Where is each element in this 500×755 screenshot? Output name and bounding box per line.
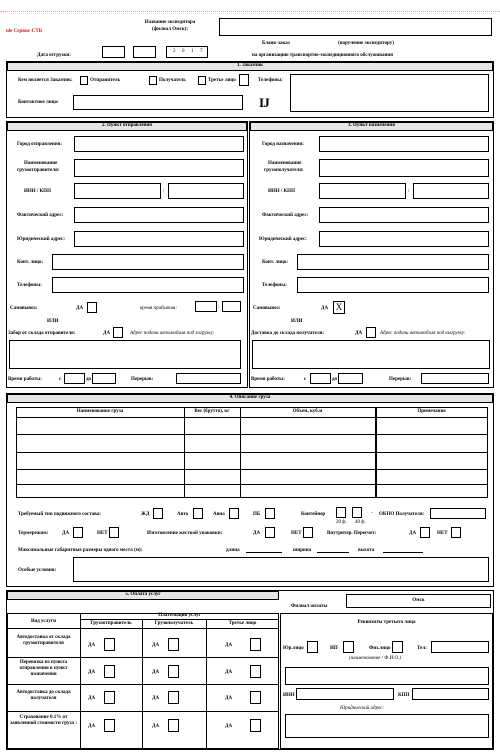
dest-work-label: Время работы: xyxy=(251,377,285,382)
date-label: Дата отгрузки: xyxy=(37,53,71,58)
packing-da-label: ДА xyxy=(253,531,261,536)
service-row-1: Автодоставка от склада грузоотправителя xyxy=(16,635,71,646)
third-ip-label: ИП xyxy=(330,646,338,651)
dest-name-input[interactable] xyxy=(319,159,489,177)
date-month-input[interactable] xyxy=(133,46,156,58)
origin-fact-input[interactable] xyxy=(74,207,244,223)
origin-pickup-checkbox[interactable] xyxy=(113,327,123,338)
max-dims-label: Максимальные габаритные размеры одного места (м): xyxy=(18,548,143,553)
length-input[interactable] xyxy=(246,552,282,553)
pay-r4-third-checkbox[interactable] xyxy=(250,719,261,732)
col-recipient-header: Грузополучатель xyxy=(154,621,194,626)
pay-r3-recipient-da: ДА xyxy=(152,696,160,701)
third-phys-label: Физ.лицо xyxy=(369,646,391,651)
service-row-3: Автодоставка до склада получателя xyxy=(16,690,71,701)
pay-hline-2 xyxy=(7,684,279,685)
origin-arrival-hours[interactable] xyxy=(195,301,220,312)
dest-selfdel-label: Самовывоз: xyxy=(253,306,281,311)
pay-r3-sender-checkbox[interactable] xyxy=(104,691,115,704)
dest-work-from-input[interactable] xyxy=(310,373,331,384)
third-tel-input[interactable] xyxy=(431,641,489,653)
pay-r3-recipient-checkbox[interactable] xyxy=(168,691,179,704)
exp-branch-label: (филиал Омск): xyxy=(151,27,188,32)
dest-contact-label: Конт. лицо: xyxy=(262,260,289,265)
third-jur-addr-input[interactable] xyxy=(285,714,489,738)
cargo-hline-3 xyxy=(16,452,488,453)
origin-addr-note: Адрес подачи автомобиля под загрузку: xyxy=(130,331,215,336)
dest-legal-label: Юридический адрес: xyxy=(259,237,307,242)
special-label: Особые условия: xyxy=(18,568,57,573)
dest-contact-input[interactable] xyxy=(297,254,489,270)
pay-r3-sender-da: ДА xyxy=(88,696,96,701)
recipient-checkbox[interactable] xyxy=(149,76,157,85)
vehicle-avia-label: Авиа xyxy=(213,512,225,517)
origin-work-label: Время работы: xyxy=(8,377,42,382)
pay-r2-recipient-da: ДА xyxy=(152,670,160,675)
top-dotted-rule xyxy=(0,11,500,12)
pay-r2-recipient-checkbox[interactable] xyxy=(168,665,179,678)
pay-hline-payer xyxy=(80,619,279,620)
third-name-input[interactable] xyxy=(285,667,489,685)
origin-work-to-input[interactable] xyxy=(92,373,116,384)
pay-vline-0 xyxy=(80,613,81,749)
container-40-checkbox[interactable] xyxy=(352,507,362,518)
dest-legal-input[interactable] xyxy=(319,231,489,247)
cargo-hline-4 xyxy=(16,469,488,470)
dest-delivery-label: Доставка до склада получателя: xyxy=(251,331,325,336)
dest-fact-label: Фактический адрес: xyxy=(262,213,309,218)
service-row-4: Страхование 0.1% от заявленной стоимости груза : xyxy=(10,715,77,726)
pay-r4-sender-checkbox[interactable] xyxy=(104,719,115,732)
packing-no-label: НЕТ xyxy=(291,531,302,536)
third-req-title: Реквизиты третьего лица xyxy=(357,620,416,625)
width-label: ширина xyxy=(293,548,312,553)
section-payment-title: 5. Оплата услуг xyxy=(7,591,279,600)
transship-no-checkbox[interactable] xyxy=(451,527,461,538)
origin-or-label: ИЛИ xyxy=(47,319,59,324)
origin-inn-label: ИНН / КПП xyxy=(24,189,51,194)
origin-legal-label: Юридический адрес: xyxy=(17,237,65,242)
thermo-da-checkbox[interactable] xyxy=(73,527,83,538)
third-inn-label: ИНН xyxy=(283,693,295,698)
pay-r1-third-da: ДА xyxy=(225,643,233,648)
transship-da-checkbox[interactable] xyxy=(420,527,430,538)
dest-fact-input[interactable] xyxy=(319,207,489,223)
section-customer-title: 1. Заказчик xyxy=(7,62,493,71)
branch-label: Филиал оплаты xyxy=(291,604,328,609)
thermo-no-checkbox[interactable] xyxy=(109,527,119,538)
container-20-checkbox[interactable] xyxy=(336,507,346,518)
dest-kpp-input[interactable] xyxy=(413,183,489,199)
transship-label: Внутритер. Пересчет: xyxy=(327,531,377,536)
cargo-col-note: Примечание xyxy=(417,409,446,414)
origin-city-input[interactable] xyxy=(74,136,244,152)
exp-name-input[interactable] xyxy=(219,18,492,36)
thermo-da-label: ДА xyxy=(62,531,70,536)
cargo-col-name: Наименование груза xyxy=(76,409,124,414)
col-third-header: Третье лицо xyxy=(228,621,257,626)
vehicle-rail-checkbox[interactable] xyxy=(153,508,163,519)
origin-break-label: Перерыв: xyxy=(131,377,154,382)
service-header: Вид услуги xyxy=(30,619,57,624)
origin-arrival-minutes[interactable] xyxy=(222,301,241,312)
exp-name-label: Название экспедитора xyxy=(144,20,196,25)
third-ip-checkbox[interactable] xyxy=(343,641,354,653)
dest-delivery-da: ДА xyxy=(355,331,363,336)
dest-city-label: Город назначения: xyxy=(262,142,304,147)
third-kpp-label: КПП xyxy=(398,693,410,698)
packing-da-checkbox[interactable] xyxy=(265,527,275,538)
vehicle-auto-label: Авто xyxy=(177,512,189,517)
pay-r3-third-checkbox[interactable] xyxy=(250,691,261,704)
third-inn-input[interactable] xyxy=(296,688,394,700)
pay-r1-recipient-checkbox[interactable] xyxy=(168,638,179,651)
date-year-digit-3: 1 xyxy=(191,49,194,54)
packing-no-checkbox[interactable] xyxy=(303,527,313,538)
thermo-label: Термережим: xyxy=(18,531,49,536)
third-naming-note: (наименование / Ф.И.О.) xyxy=(349,656,401,661)
service-row-2: Перевозка из пункта отправления в пункт назначения xyxy=(19,660,68,677)
origin-name-input[interactable] xyxy=(74,159,244,177)
date-day-input[interactable] xyxy=(102,46,125,58)
origin-break-input[interactable] xyxy=(176,373,241,384)
origin-pickup-label: Забор от склада отправителя: xyxy=(8,331,76,336)
origin-phones-input[interactable] xyxy=(52,277,244,293)
payer-header: Плательщик услуг xyxy=(158,613,201,618)
origin-fact-label: Фактический адрес: xyxy=(17,213,64,218)
vehicle-rail-label: ЖД xyxy=(141,512,150,517)
origin-inn-input[interactable] xyxy=(74,183,161,199)
dest-break-label: Перерыв: xyxy=(389,377,412,382)
sender-label: Отправитель xyxy=(90,78,121,83)
dest-name-label-2: грузополучателя: xyxy=(264,168,304,173)
sender-checkbox[interactable] xyxy=(80,76,88,85)
third-jur-label: Юр.лицо xyxy=(283,646,304,651)
recipient-label: Получатель xyxy=(159,78,186,83)
vehicle-label: Требуемый тип подвижного состава: xyxy=(18,512,101,517)
third-tel-label: Тел: xyxy=(417,646,427,651)
blank-title: Бланк-заказ xyxy=(262,41,290,46)
dest-work-to: до xyxy=(332,377,338,382)
pay-r1-third-checkbox[interactable] xyxy=(250,638,261,651)
dest-name-label-1: Наименование xyxy=(268,161,302,166)
origin-legal-input[interactable] xyxy=(74,231,244,247)
okpo-input[interactable] xyxy=(430,508,486,519)
dest-work-from: с xyxy=(304,377,307,382)
blank-org-text: на организацию транспортно-экспедиционного обслуживания xyxy=(252,53,393,58)
length-label: длина xyxy=(226,548,240,553)
dest-work-to-input[interactable] xyxy=(338,373,363,384)
origin-kpp-input[interactable] xyxy=(168,183,244,199)
third-kpp-input[interactable] xyxy=(412,688,489,700)
origin-name-label-1: Наименование xyxy=(24,161,58,166)
third-checkbox[interactable] xyxy=(198,76,206,85)
packing-label: Изготовление жесткой упаковки: xyxy=(147,531,223,536)
phones-label: Телефоны: xyxy=(258,78,283,83)
cargo-hline-5 xyxy=(16,484,488,485)
third-label: Третье лицо xyxy=(208,78,236,83)
dest-delivery-checkbox[interactable] xyxy=(366,327,376,338)
vehicle-pb-label: ПБ xyxy=(253,512,261,517)
pay-r2-third-checkbox[interactable] xyxy=(250,665,261,678)
third-phys-checkbox[interactable] xyxy=(392,641,403,653)
okpo-label: ОКПО Получателя: xyxy=(379,512,425,517)
pay-r2-third-da: ДА xyxy=(225,670,233,675)
section-destination-title: 3. Пункт назначения xyxy=(250,122,493,131)
origin-contact-input[interactable] xyxy=(52,254,244,270)
dest-selfdel-checkbox[interactable]: X xyxy=(333,301,345,314)
origin-selfdel-label: Самовывоз: xyxy=(10,306,38,311)
third-jur-addr-label: Юридический адрес: xyxy=(340,706,385,711)
payment-table xyxy=(7,613,279,749)
origin-work-to: до xyxy=(86,377,92,382)
origin-selfdel-checkbox[interactable] xyxy=(87,302,97,313)
pay-r4-recipient-da: ДА xyxy=(152,724,160,729)
origin-name-label-2: грузоотправителя: xyxy=(17,168,60,173)
origin-selfdel-da: ДА xyxy=(76,306,84,311)
dest-city-input[interactable] xyxy=(319,136,489,152)
contact-label: Контактное лицо: xyxy=(18,100,59,105)
origin-arrival-label: время прибытия: xyxy=(140,306,178,311)
pay-hline-1 xyxy=(7,657,279,658)
contact-input[interactable] xyxy=(73,95,243,110)
pay-r1-sender-checkbox[interactable] xyxy=(104,638,115,651)
dest-phones-label: Телефоны: xyxy=(262,283,287,288)
section-cargo-title: 4. Описание груза xyxy=(7,394,493,403)
section-origin-title: 2. Пункт отправления xyxy=(7,122,247,131)
dest-or-label: ИЛИ xyxy=(291,319,303,324)
pay-r3-third-da: ДА xyxy=(225,696,233,701)
thermo-no-label: НЕТ xyxy=(97,531,108,536)
cargo-hline-2 xyxy=(16,434,488,435)
origin-city-label: Город отправления: xyxy=(17,142,62,147)
pay-r1-recipient-da: ДА xyxy=(152,643,160,648)
dest-inn-label: ИНН / КПП xyxy=(268,189,295,194)
dest-inn-input[interactable] xyxy=(319,183,406,199)
container-label: Контейнер xyxy=(301,512,326,517)
pay-r2-sender-da: ДА xyxy=(88,670,96,675)
date-year-digit-4: 7 xyxy=(200,49,203,54)
vehicle-avia-checkbox[interactable] xyxy=(229,508,239,519)
origin-work-from: с xyxy=(59,377,62,382)
origin-inn-slash: / xyxy=(163,189,165,194)
cargo-col-weight: Вес (брутто), кг xyxy=(194,409,230,414)
vehicle-pb-checkbox[interactable] xyxy=(265,508,275,519)
date-year-digit-1: 2 xyxy=(173,49,176,54)
container-40-label: 40 ф. xyxy=(355,520,366,525)
pay-r4-recipient-checkbox[interactable] xyxy=(168,719,179,732)
origin-contact-label: Конт. лицо: xyxy=(17,260,44,265)
origin-phones-label: Телефоны: xyxy=(17,283,42,288)
dest-addr-input[interactable] xyxy=(252,340,490,369)
dest-inn-slash: / xyxy=(408,189,410,194)
container-20-label: 20 ф. xyxy=(336,520,347,525)
date-year-digit-2: 0 xyxy=(182,49,185,54)
pay-hline-3 xyxy=(7,711,279,712)
width-input[interactable] xyxy=(317,552,349,553)
height-input[interactable] xyxy=(383,552,423,553)
third-input[interactable] xyxy=(239,74,249,86)
origin-pickup-da: ДА xyxy=(103,331,111,336)
phones-input[interactable] xyxy=(290,74,489,112)
branch-value: Омск xyxy=(412,598,425,603)
third-jur-checkbox[interactable] xyxy=(307,641,318,653)
pay-r4-sender-da: ДА xyxy=(88,724,96,729)
pay-r2-sender-checkbox[interactable] xyxy=(104,665,115,678)
cargo-hline-1 xyxy=(16,417,488,418)
customer-is-label: Кем является Заказчик: xyxy=(18,78,73,83)
pay-r4-third-da: ДА xyxy=(225,724,233,729)
vehicle-auto-checkbox[interactable] xyxy=(193,508,203,519)
cargo-col-volume: Объем, куб.м xyxy=(292,409,323,414)
origin-addr-input[interactable] xyxy=(9,340,241,369)
blank-subtitle: (поручение экспедитору) xyxy=(338,41,394,46)
pay-hline-head xyxy=(7,628,279,629)
height-label: высота xyxy=(358,548,375,553)
dest-addr-note: Адрес подачи автомобиля под выгрузку: xyxy=(380,331,466,336)
dest-break-input[interactable] xyxy=(421,373,489,384)
col-sender-header: Грузоотправитель xyxy=(90,621,132,626)
special-input[interactable] xyxy=(73,557,489,582)
pay-r1-sender-da: ДА xyxy=(88,643,96,648)
origin-arrival-colon: : xyxy=(218,305,220,310)
origin-work-from-input[interactable] xyxy=(64,373,85,384)
transship-da-label: ДА xyxy=(409,531,417,536)
text-cursor-icon: Ĳ xyxy=(259,95,270,110)
okpo-dash: - xyxy=(371,511,373,516)
company-name: ule Сервис-СТК xyxy=(6,29,43,34)
transship-no-label: НЕТ xyxy=(437,531,448,536)
dest-phones-input[interactable] xyxy=(297,277,489,293)
dest-selfdel-da: ДА xyxy=(321,306,329,311)
